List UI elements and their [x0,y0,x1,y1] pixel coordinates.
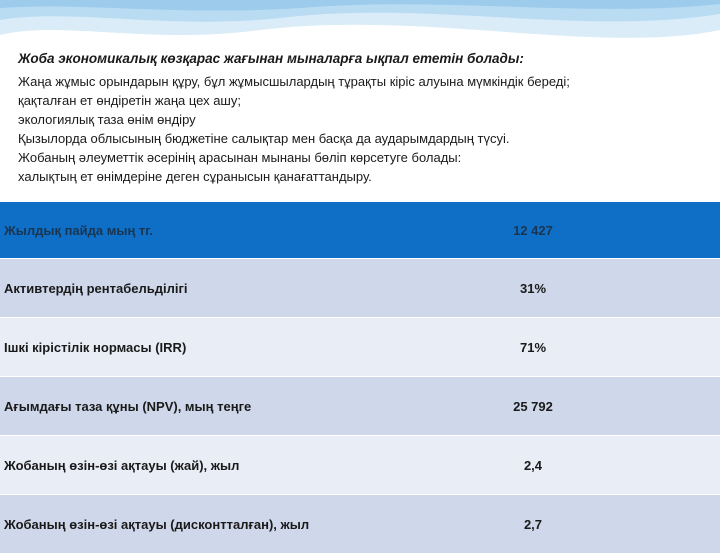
row-value: 71% [425,318,720,377]
intro-text-block [18,50,708,186]
row-value: 2,4 [425,436,720,495]
intro-line: Жобаның әлеуметтік әсерінің арасынан мынаны бөліп көрсетуге болады: [18,150,462,165]
row-label: Жылдық пайда мың тг. [0,202,425,259]
row-value: 25 792 [425,377,720,436]
financial-metrics-table [0,202,720,554]
table-row-annual-profit [0,202,720,259]
table-row-irr [0,318,720,377]
intro-line: Қызылорда облысының бюджетіне салықтар мен басқа да аударымдардың түсуі. [18,131,510,146]
intro-line: экологиялық таза өнім өндіру [18,112,196,127]
table-row-npv [0,377,720,436]
table-row-simple-payback [0,436,720,495]
row-label: Жобаның өзін-өзі ақтауы (дисконтталған), жыл [0,495,425,554]
intro-line: қақталған ет өндіретін жаңа цех ашу; [18,93,241,108]
intro-heading: Жоба экономикалық көзқарас жағынан мыналарға ықпал ететін болады: [18,51,524,66]
row-label: Ішкі кірістілік нормасы (IRR) [0,318,425,377]
row-value: 12 427 [425,202,720,259]
row-label: Ағымдағы таза құны (NPV), мың теңге [0,377,425,436]
intro-line: Жаңа жұмыс орындарын құру, бұл жұмысшылардың тұрақты кіріс алуына мүмкіндік береді; [18,74,570,89]
row-value: 2,7 [425,495,720,554]
intro-line: халықтың ет өнімдеріне деген сұранысын қанағаттандыру. [18,169,372,184]
table-row-discounted-payback [0,495,720,554]
row-value: 31% [425,259,720,318]
table-row-return-on-assets [0,259,720,318]
row-label: Активтердің рентабельділігі [0,259,425,318]
row-label: Жобаның өзін-өзі ақтауы (жай), жыл [0,436,425,495]
